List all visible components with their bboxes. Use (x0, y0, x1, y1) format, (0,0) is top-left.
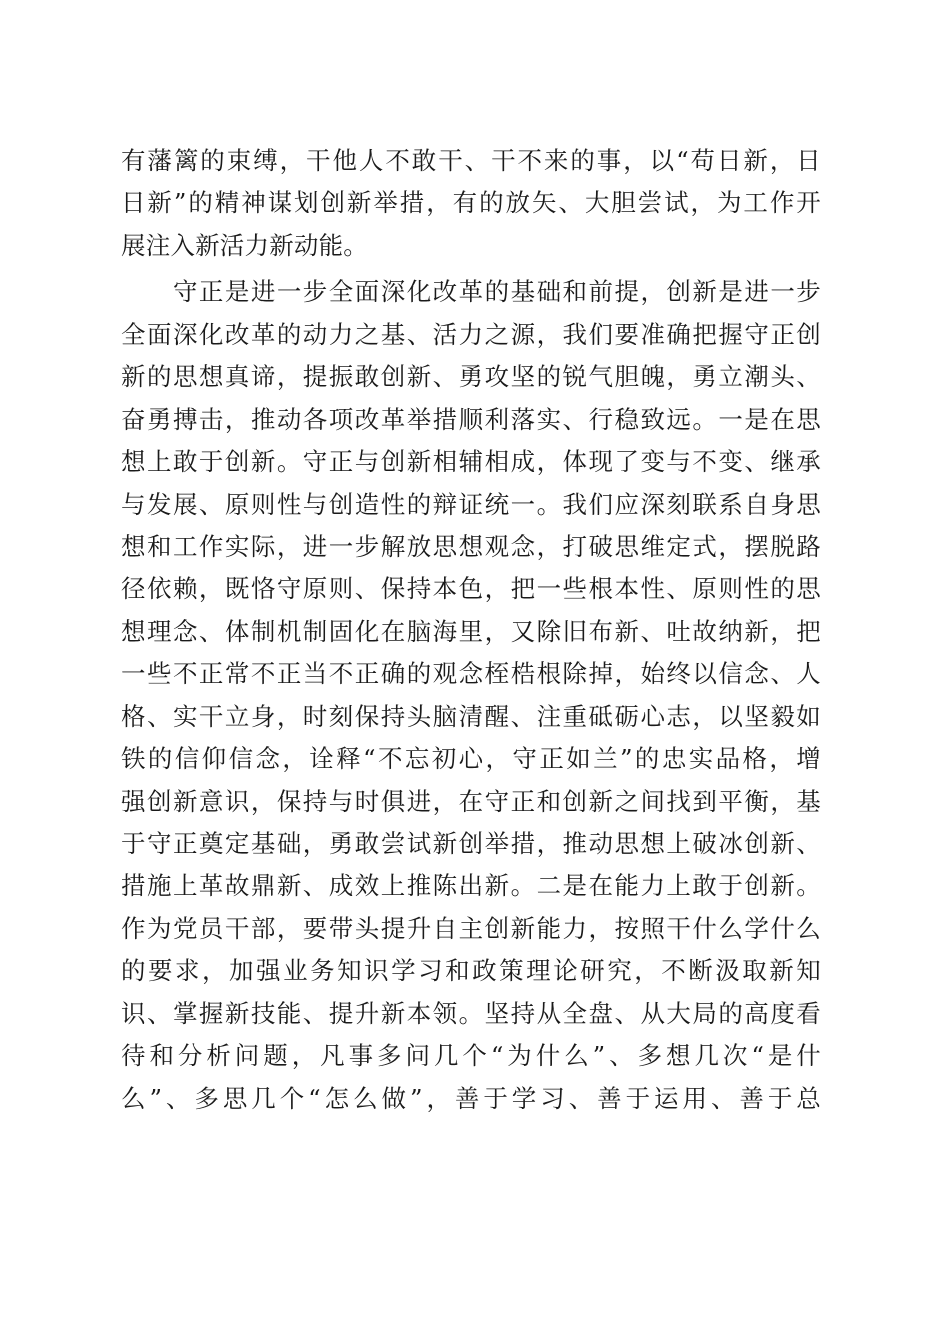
text-line: 全面深化改革的动力之基、活力之源，我们要准确把握守正创 (121, 319, 821, 349)
text-line: 么”、多思几个“怎么做”，善于学习、善于运用、善于总 (121, 1083, 821, 1113)
text-line: 有藩篱的束缚，干他人不敢干、干不来的事，以“苟日新，日 (121, 146, 821, 175)
text-line: 的要求，加强业务知识学习和政策理论研究，不断汲取新知 (121, 956, 821, 986)
text-line: 待和分析问题，凡事多问几个“为什么”、多想几次“是什 (121, 1041, 821, 1071)
text-line: 径依赖，既恪守原则、保持本色，把一些根本性、原则性的思 (121, 574, 821, 604)
text-line: 想上敢于创新。守正与创新相辅相成，体现了变与不变、继承 (121, 447, 821, 477)
text-line: 与发展、原则性与创造性的辩证统一。我们应深刻联系自身思 (121, 489, 821, 519)
text-line: 一些不正常不正当不正确的观念桎梏根除掉，始终以信念、人 (121, 659, 821, 689)
text-line: 想和工作实际，进一步解放思想观念，打破思维定式，摆脱路 (121, 531, 821, 561)
text-line: 于守正奠定基础，勇敢尝试新创举措，推动思想上破冰创新、 (121, 829, 821, 858)
body-text (121, 140, 821, 1120)
text-line: 措施上革故鼎新、成效上推陈出新。二是在能力上敢于创新。 (121, 871, 821, 901)
text-line: 展注入新活力新动能。 (121, 230, 368, 260)
text-line: 想理念、体制机制固化在脑海里，又除旧布新、吐故纳新，把 (121, 616, 821, 646)
text-line: 作为党员干部，要带头提升自主创新能力，按照干什么学什么 (121, 913, 821, 943)
text-line: 铁的信仰信念，诠释“不忘初心，守正如兰”的忠实品格，增 (121, 744, 821, 774)
text-line: 格、实干立身，时刻保持头脑清醒、注重砥砺心志，以坚毅如 (121, 701, 821, 731)
text-line: 强创新意识，保持与时俱进，在守正和创新之间找到平衡，基 (121, 786, 821, 816)
text-line: 识、掌握新技能、提升新本领。坚持从全盘、从大局的高度看 (121, 998, 821, 1028)
text-line: 新的思想真谛，提振敢创新、勇攻坚的锐气胆魄，勇立潮头、 (121, 362, 821, 392)
text-line: 奋勇搏击，推动各项改革举措顺利落实、行稳致远。一是在思 (121, 404, 821, 434)
text-line: 守正是进一步全面深化改革的基础和前提，创新是进一步 (121, 277, 821, 307)
text-line: 日新”的精神谋划创新举措，有的放矢、大胆尝试，为工作开 (121, 188, 821, 218)
